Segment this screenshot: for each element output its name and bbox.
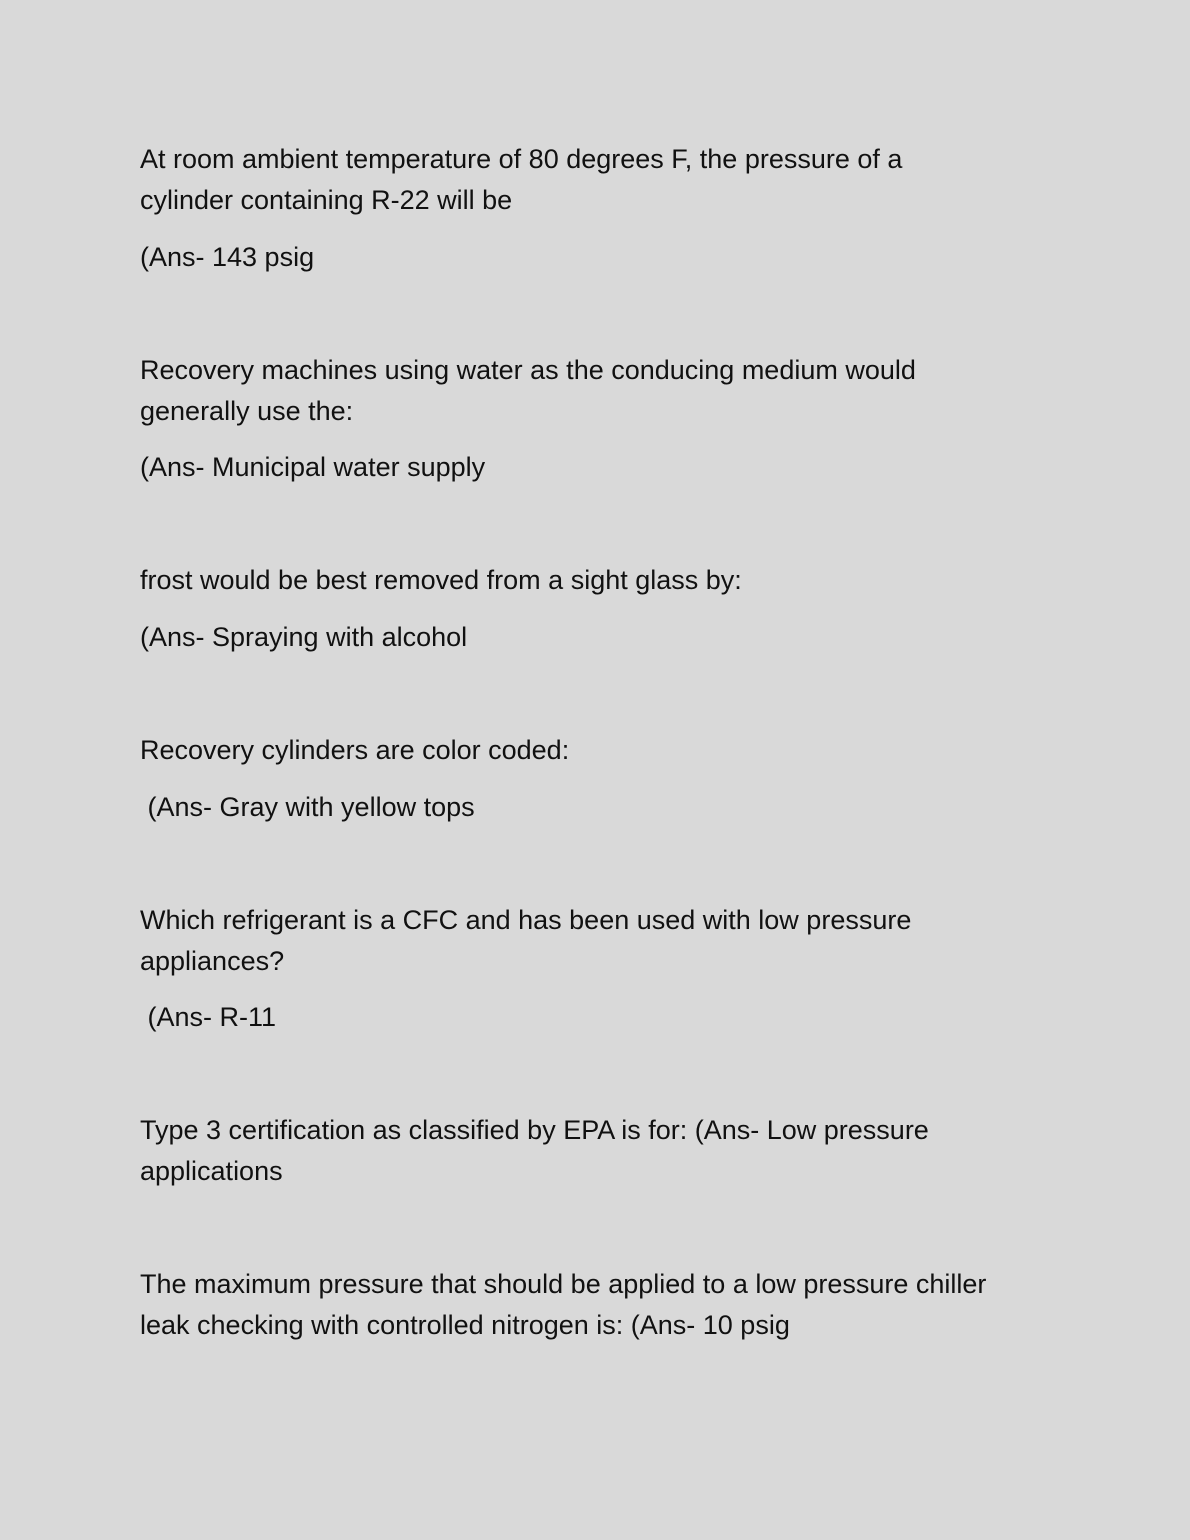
- question-text: Type 3 certification as classified by EPA is for: (Ans- Low pressure applications: [140, 1115, 929, 1186]
- answer-text: (Ans- Municipal water supply: [140, 452, 486, 482]
- question-text: Recovery machines using water as the conducing medium would generally use the:: [140, 355, 916, 426]
- question-text: frost would be best removed from a sight glass by:: [140, 565, 742, 595]
- question-text: At room ambient temperature of 80 degrees F, the pressure of a cylinder containing R-22 will be: [140, 144, 903, 215]
- answer-text: (Ans- R-11: [140, 1002, 277, 1032]
- question-text: Which refrigerant is a CFC and has been used with low pressure appliances?: [140, 905, 912, 976]
- answer-text: (Ans- Gray with yellow tops: [140, 792, 475, 822]
- answer-text: (Ans- Spraying with alcohol: [140, 622, 468, 652]
- question-text: The maximum pressure that should be applied to a low pressure chiller leak checking with controlled nitrogen is: (Ans- 10 psig: [140, 1269, 987, 1340]
- answer-text: (Ans- 143 psig: [140, 242, 315, 272]
- question-text: Recovery cylinders are color coded:: [140, 735, 570, 765]
